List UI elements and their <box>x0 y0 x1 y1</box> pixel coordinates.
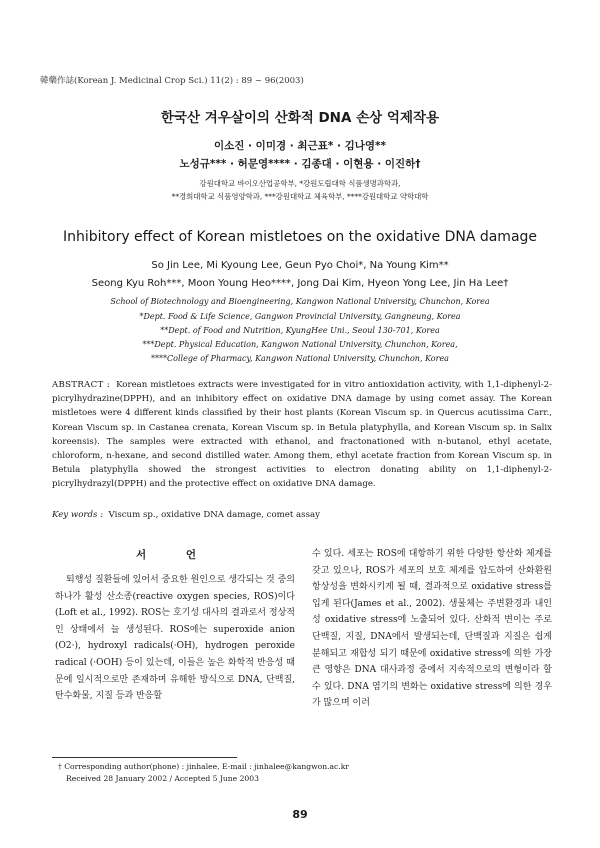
korean-authors-line-2: 노성규*** · 허문영**** · 김종대 · 이현용 · 이진하† <box>179 158 421 170</box>
english-authors-line-2: Seong Kyu Roh***, Moon Young Heo****, Jong Dai Kim, Hyeon Yong Lee, Jin Ha Lee† <box>91 278 509 289</box>
english-affiliation: **Dept. of Food and Nutrition, KyungHee Uni., Seoul 130-701, Korea <box>160 326 440 335</box>
korean-affiliation-line-1: 강원대학교 바이오산업공학부, *강원도립대학 식품생명과학과, <box>199 179 401 188</box>
korean-authors-line-1: 이소진 · 이미경 · 최근표* · 김나영** <box>213 140 387 152</box>
body-column-right: 수 있다. 세포는 ROS에 대항하기 위한 다양한 항산화 체계를 갖고 있으나, ROS가 세포의 보호 체계를 압도하여 산화환원 항상성을 변화시키게 될 때, 결과적으로 oxidative stress를 입게 된다(James et al., 2002). 생물체는 주변환경과 내인성 oxidative stress에 노출되어 있다. 산화적 변이는 주로 단백질, 지질, DNA에서 발생되는데, 단백질과 지질은 쉽게 분해되고 재합성 되기 때문에 oxidative stress에 의한 가장 큰 영향은 DNA 대사과정 중에서 지속적으로의 변형이라 할 수 있다. DNA 염기의 변화는 oxidative stress에 의한 경우가 많으며 이러 <box>312 549 552 709</box>
abstract-text: Korean mistletoes extracts were investigated for in vitro antioxidation activity, with 1,1-diphenyl-2-picrylhydrazine(DPPH), and an inhibitory effect on oxidative DNA damage by using comet assay. The Korean mistletoes were 4 different kinds classified by their host plants (Korean Viscum sp. in Quercus acutissima Carr., Korean Viscum sp. in Castanea crenata, Korean Viscum sp. in Betula platyphylla, and Korean Viscum sp. in Salix koreensis). The samples were extracted with ethanol, and fractonationed with n-butanol, ethyl acetate, chloroform, n-hexane, and second distilled water. Among them, ethyl acetate fraction from Korean Viscum sp. in Betula platyphylla showed the strongest activities to electron donating ability on 1,1-diphenyl-2-picrylhydrazyl(DPPH) and the protective effect on oxidative DNA damage. <box>52 380 552 490</box>
keywords-label: Key words : <box>52 510 104 520</box>
english-title: Inhibitory effect of Korean mistletoes on the oxidative DNA damage <box>62 229 538 245</box>
keywords-text: Viscum sp., oxidative DNA damage, comet assay <box>108 510 320 520</box>
footnote-divider <box>52 757 237 758</box>
journal-citation: 韓藥作誌(Korean J. Medicinal Crop Sci.) 11(2) : 89 ~ 96(2003) <box>40 76 304 86</box>
section-heading-introduction: 서 언 <box>136 549 214 561</box>
page-number: 89 <box>292 808 308 821</box>
english-authors-line-1: So Jin Lee, Mi Kyoung Lee, Geun Pyo Choi*, Na Young Kim** <box>151 260 449 271</box>
abstract-label: ABSTRACT : <box>52 380 111 390</box>
corresponding-author-footnote: † Corresponding author(phone) : jinhalee, E-mail : jinhalee@kangwon.ac.kr <box>58 762 349 771</box>
korean-title: 한국산 겨우살이의 산화적 DNA 손상 억제작용 <box>160 110 440 126</box>
received-accepted-footnote: Received 28 January 2002 / Accepted 5 June 2003 <box>66 774 259 783</box>
keywords <box>52 510 320 520</box>
english-affiliation: *Dept. Food & Life Science, Gangwon Provincial University, Gangneung, Korea <box>139 312 461 321</box>
korean-affiliation-line-2: **경희대학교 식품영양학과, ***강원대학교 체육학부, ****강원대학교 약학대학 <box>171 192 429 201</box>
english-affiliation: School of Biotechnology and Bioengineering, Kangwon National University, Chunchon, Korea <box>110 297 490 306</box>
abstract <box>52 378 552 492</box>
english-affiliation: ****College of Pharmacy, Kangwon National University, Chunchon, Korea <box>151 354 449 363</box>
english-affiliation: ***Dept. Physical Education, Kangwon National University, Chunchon, Korea, <box>142 340 458 349</box>
body-column-left: 퇴행성 질환들에 있어서 중요한 원인으로 생각되는 것 중의 하나가 활성 산소종(reactive oxygen species, ROS)이다(Loft et al., 1992). ROS는 호기성 대사의 결과로서 정상적인 상태에서 늘 생성된다. ROS에는 superoxide anion (O2·), hydroxyl radicals(·OH), hydrogen peroxide radical (·OOH) 등이 있는데, 이들은 높은 화학적 반응성 때문에 일시적으로만 존재하며 유해한 방식으로 DNA, 단백질, 탄수화물, 지질 등과 반응할 <box>55 575 295 702</box>
